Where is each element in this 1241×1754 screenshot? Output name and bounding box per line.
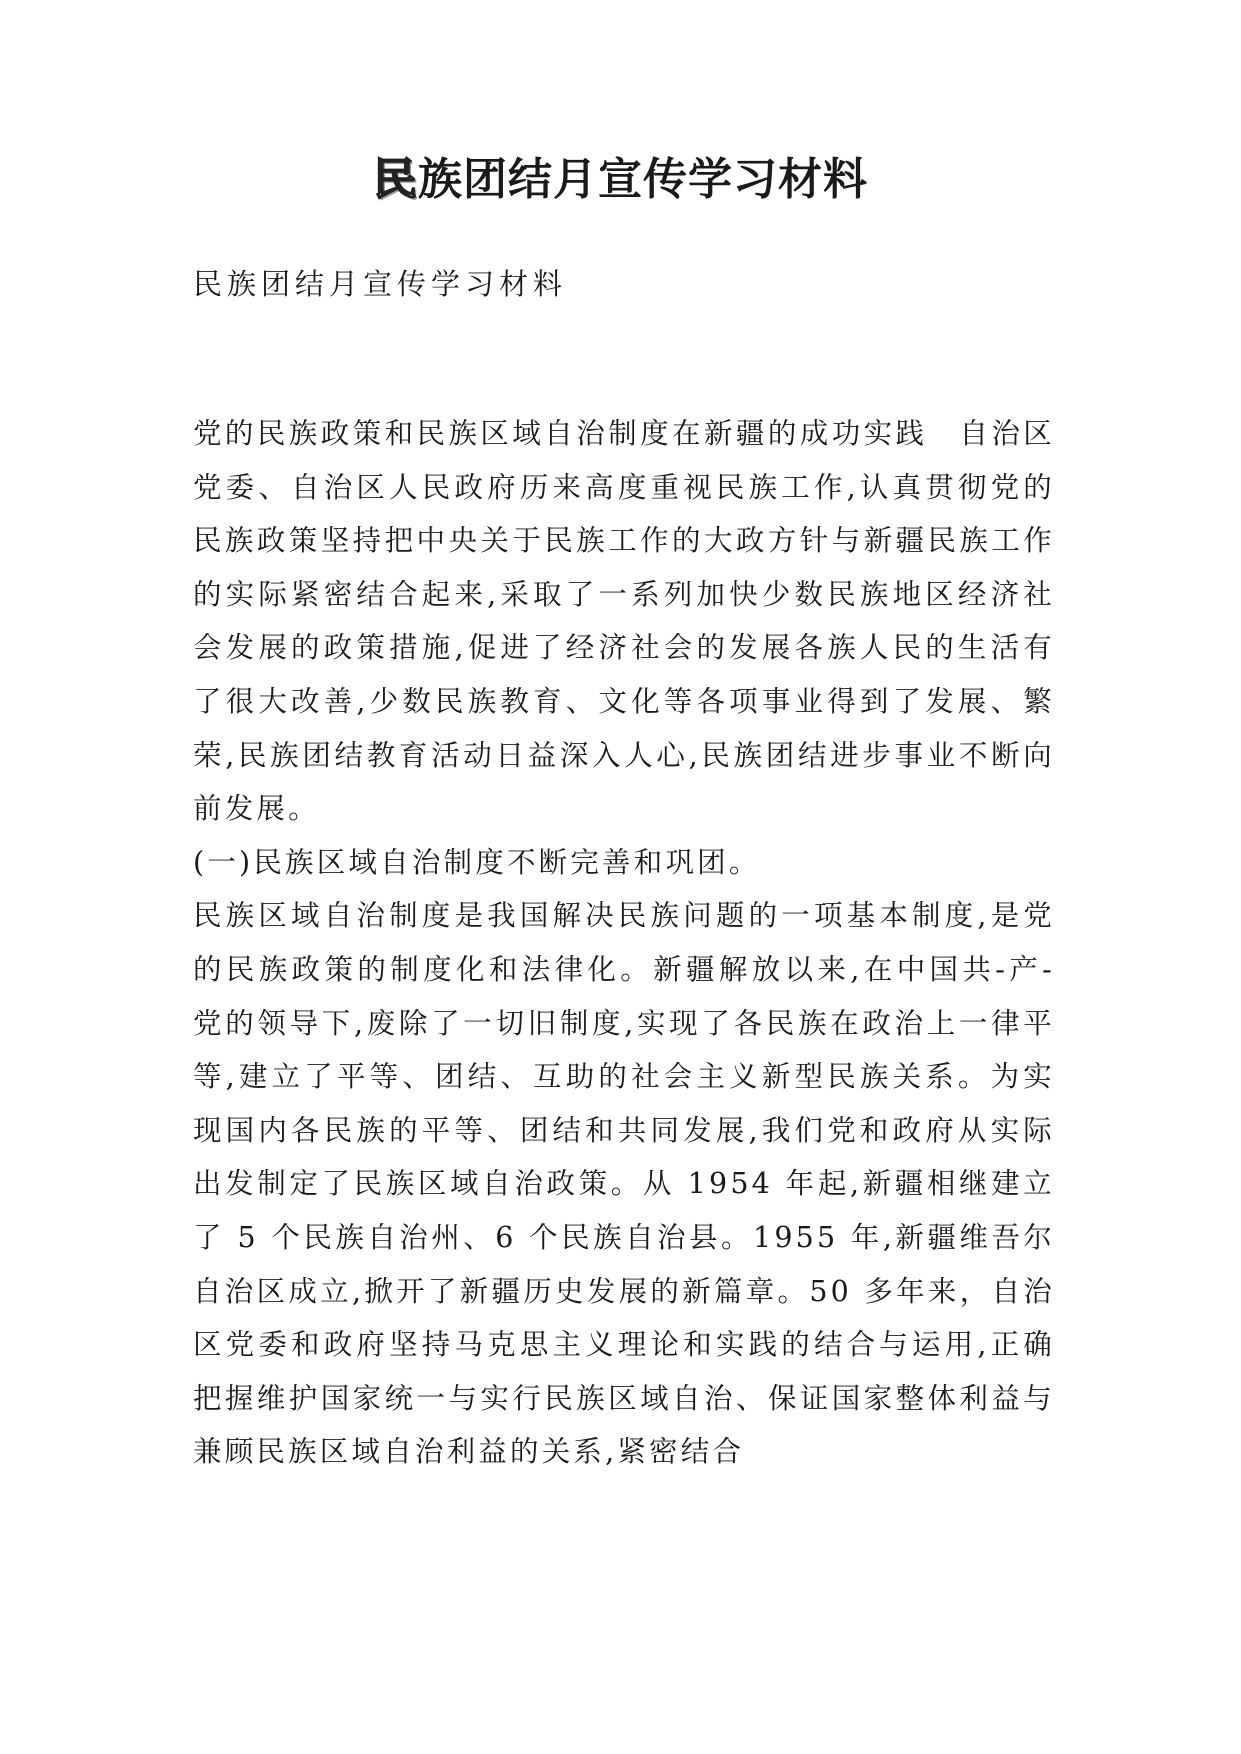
document-body xyxy=(193,407,1055,1479)
section-heading: (一)民族区域自治制度不断完善和巩团。 xyxy=(193,845,761,879)
document-title xyxy=(0,150,1241,210)
title-first-char: 民 xyxy=(373,154,418,205)
document-subtitle: 民族团结月宣传学习材料 xyxy=(193,267,568,301)
title-text: 族团结月宣传学习材料 xyxy=(418,154,868,205)
paragraph-intro: 党的民族政策和民族区域自治制度在新疆的成功实践 自治区党委、自治区人民政府历来高度重视民族工作,认真贯彻党的民族政策坚持把中央关于民族工作的大政方针与新疆民族工作的实际紧密结合起来,采取了一系列加快少数民族地区经济社会发展的政策措施,促进了经济社会的发展各族人民的生活有了很大改善,少数民族教育、文化等各项事业得到了发展、繁荣,民族团结教育活动日益深入人心,民族团结进步事业不断向前发展。 xyxy=(193,417,1055,826)
paragraph-autonomy: 民族区域自治制度是我国解决民族问题的一项基本制度,是党的民族政策的制度化和法律化。新疆解放以来,在中国共-产-党的领导下,废除了一切旧制度,实现了各民族在政治上一律平等,建立了平等、团结、互助的社会主义新型民族关系。为实现国内各民族的平等、团结和共同发展,我们党和政府从实际出发制定了民族区域自治政策。从 1954 年起,新疆相继建立了 5 个民族自治州、6 个民族自治县。1955 年,新疆维吾尔自治区成立,掀开了新疆历史发展的新篇章。50 多年来，自治区党委和政府坚持马克思主义理论和实践的结合与运用,正确把握维护国家统一与实行民族区域自治、保证国家整体利益与兼顾民族区域自治利益的关系,紧密结合 xyxy=(193,899,1055,1469)
